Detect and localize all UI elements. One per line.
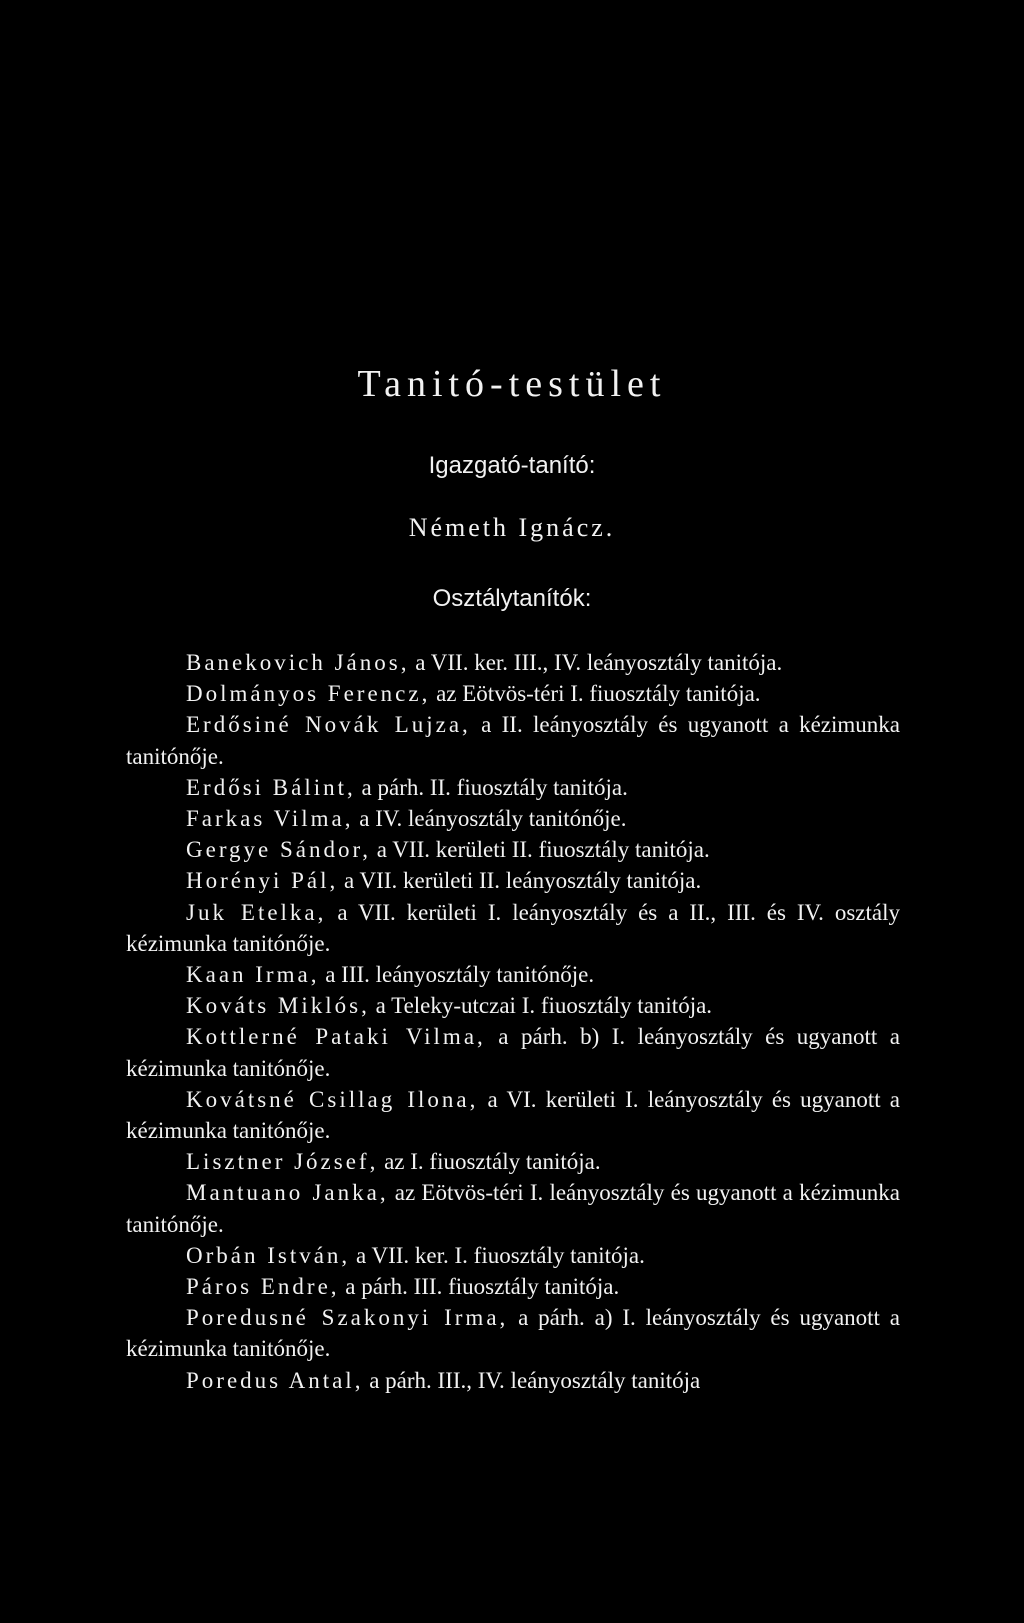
teacher-name: Kaan Irma, bbox=[186, 962, 320, 988]
teacher-description: a IV. leányosztály tanitónője. bbox=[353, 806, 627, 832]
teacher-entry bbox=[126, 1146, 900, 1177]
teacher-entry bbox=[126, 1240, 900, 1271]
teacher-name: Poredusné Szakonyi Irma, bbox=[186, 1305, 509, 1331]
class-teachers-heading: Osztálytanítók: bbox=[432, 585, 592, 612]
teacher-name: Poredus Antal, bbox=[186, 1367, 364, 1393]
teacher-description: a VII. ker. I. fiuosztály tanitója. bbox=[350, 1242, 645, 1268]
teacher-description: a párh. II. fiuosztály tanitója. bbox=[355, 774, 628, 800]
teacher-entry bbox=[126, 1271, 900, 1302]
teacher-description: a III. leányosztály tanitónője. bbox=[319, 962, 595, 988]
teacher-description: az I. fiuosztály tanitója. bbox=[378, 1149, 601, 1175]
teacher-entry bbox=[126, 647, 900, 678]
principal-heading: Igazgató-tanító: bbox=[428, 452, 596, 479]
teacher-entry bbox=[126, 772, 900, 803]
teacher-description: az Eötvös-téri I. leányosztály és ugyanott a kézimunka tanitónője. bbox=[126, 1180, 900, 1237]
teacher-description: a VII. kerületi II. fiuosztály tanitója. bbox=[371, 837, 710, 863]
teacher-entry bbox=[126, 1084, 900, 1146]
teacher-description: a párh. b) I. leányosztály és ugyanott a kézimunka tanitónője. bbox=[126, 1024, 900, 1081]
teacher-name: Lisztner József, bbox=[186, 1149, 379, 1175]
teacher-entry bbox=[126, 1302, 900, 1364]
teacher-name: Juk Etelka, bbox=[186, 899, 327, 925]
teacher-name: Horényi Pál, bbox=[186, 868, 339, 894]
teacher-name: Banekovich János, bbox=[186, 650, 410, 675]
teacher-description: a párh. III., IV. leányosztály tanitója bbox=[363, 1367, 701, 1393]
teacher-name: Farkas Vilma, bbox=[186, 806, 354, 832]
teacher-entry bbox=[126, 959, 900, 990]
teacher-description: a VII. kerületi I. leányosztály és a II., III. és IV. osztály kézimunka tanitónője. bbox=[126, 899, 900, 956]
page-title: Tanitó-testület bbox=[357, 363, 667, 405]
teacher-name: Erdősi Bálint, bbox=[186, 774, 356, 800]
principal-name: Németh Ignácz. bbox=[408, 513, 616, 542]
teacher-entry bbox=[126, 897, 900, 959]
teacher-entry bbox=[126, 1021, 900, 1083]
teacher-description: a párh. a) I. leányosztály és ugyanott a kézimunka tanitónője. bbox=[126, 1305, 900, 1362]
teacher-name: Erdősiné Novák Lujza, bbox=[186, 712, 471, 738]
teacher-name: Kovátsné Csillag Ilona, bbox=[186, 1086, 479, 1112]
teacher-description: a VII. kerületi II. leányosztály tanitója. bbox=[338, 868, 702, 894]
teacher-description: az Eötvös-téri I. fiuosztály tanitója. bbox=[430, 681, 761, 707]
teacher-name: Dolmányos Ferencz, bbox=[186, 681, 431, 707]
teacher-description: a párh. III. fiuosztály tanitója. bbox=[339, 1274, 620, 1300]
teacher-name: Kottlerné Pataki Vilma, bbox=[186, 1024, 486, 1050]
teacher-name: Orbán István, bbox=[186, 1242, 351, 1268]
teacher-entry bbox=[126, 990, 900, 1021]
teacher-description: a VII. ker. III., IV. leányosztály tanitója. bbox=[409, 650, 783, 675]
teacher-description: a VI. kerületi I. leányosztály és ugyanott a kézimunka tanitónője. bbox=[126, 1086, 901, 1144]
teacher-name: Gergye Sándor, bbox=[186, 837, 372, 863]
teacher-entry bbox=[126, 803, 900, 834]
teacher-name: Kováts Miklós, bbox=[186, 993, 370, 1019]
teacher-entry bbox=[126, 865, 900, 896]
teacher-list bbox=[126, 647, 900, 1396]
teacher-description: a II. leányosztály és ugyanott a kézimunka tanitónője. bbox=[126, 712, 900, 769]
teacher-entry bbox=[126, 709, 900, 771]
teacher-name: Mantuano Janka, bbox=[186, 1180, 389, 1206]
teacher-entry bbox=[126, 834, 900, 865]
teacher-entry bbox=[126, 1177, 900, 1239]
teacher-entry bbox=[126, 1365, 900, 1396]
teacher-description: a Teleky-utczai I. fiuosztály tanitója. bbox=[369, 993, 713, 1019]
teacher-name: Páros Endre, bbox=[186, 1274, 340, 1300]
teacher-entry bbox=[126, 678, 900, 709]
